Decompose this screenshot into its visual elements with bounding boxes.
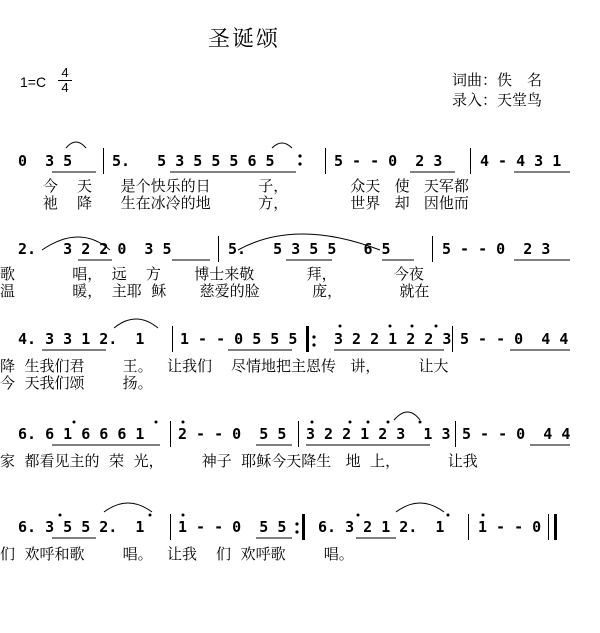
lyric-verse-2: 今 天我们颂 扬。 — [0, 374, 153, 392]
key-signature — [20, 65, 69, 95]
notes-row — [0, 330, 600, 352]
measure: 5 - - 0 4 4 — [460, 330, 569, 348]
barline — [452, 326, 453, 352]
score-line-4 — [0, 425, 600, 475]
notes-row — [0, 518, 600, 540]
song-title: 圣诞颂 — [208, 27, 281, 52]
lyric-verse-1: 歌 唱， 远 方 博士来敬 拜， 今夜 — [0, 265, 424, 283]
score-line-1 — [0, 152, 600, 212]
score-line-3 — [0, 330, 600, 390]
measure: 1 - - 0 5 5 5 — [180, 330, 298, 348]
slur — [114, 319, 158, 328]
measure: 6. 3 5 5 2. 1 — [18, 518, 145, 536]
measure: 4 - 4 3 1 — [480, 152, 562, 170]
barline — [470, 148, 471, 174]
slur — [66, 142, 86, 148]
lyric-verse-1: 们 欢呼和歌 唱。 让我 们 欢呼歌 唱。 — [0, 545, 354, 563]
score-line-5 — [0, 518, 600, 568]
measure: 2 - - 0 5 5 — [178, 425, 287, 443]
notes-row — [0, 425, 600, 447]
barline — [548, 514, 549, 540]
barline — [432, 236, 433, 262]
notes-row — [0, 152, 600, 174]
final-barline — [554, 514, 557, 540]
repeat-barline — [302, 514, 305, 540]
measure: 3 2 2 1 2 2 3 — [334, 330, 452, 348]
barline — [218, 236, 219, 262]
measure: 5 - - 0 2 3 — [442, 240, 551, 258]
measure: 5. 5 3 5 5 5 6 5 — [112, 152, 275, 170]
slur — [104, 503, 152, 512]
time-top: 4 — [58, 66, 72, 81]
barline — [103, 148, 104, 174]
score-line-2 — [0, 240, 600, 300]
barline — [172, 326, 173, 352]
credits — [452, 70, 542, 110]
barline — [170, 421, 171, 447]
barline — [468, 514, 469, 540]
measure: 0 3 5 — [18, 152, 73, 170]
slur — [396, 503, 444, 512]
measure: 5 - - 0 2 3 — [334, 152, 443, 170]
measure: 6. 3 2 1 2. 1 — [318, 518, 445, 536]
key-label: 1=C — [20, 74, 47, 90]
measure: 2. 3 2 2 0 3 5 — [18, 240, 172, 258]
repeat-barline — [306, 326, 309, 352]
credit-lyrics-music: 词曲：佚 名 — [452, 71, 543, 89]
credit-entered-by: 录入：天堂鸟 — [452, 91, 543, 109]
measure: 5 - - 0 4 4 — [462, 425, 571, 443]
barline — [325, 148, 326, 174]
measure: 3 2 2 1 2 3 1 3 — [306, 425, 451, 443]
slur — [394, 412, 420, 420]
time-signature — [58, 66, 72, 95]
barline — [455, 421, 456, 447]
measure: 1 - - 0 5 5 — [178, 518, 287, 536]
barline — [170, 514, 171, 540]
notes-row — [0, 240, 600, 262]
lyric-verse-1: 今 天 是个快乐的日 子， 众天 使 天军都 — [0, 177, 469, 195]
measure: 1 - - 0 — [478, 518, 542, 536]
barline — [298, 421, 299, 447]
lyric-verse-1: 降 生我们君 王。 让我们 尽情地把主恩传 讲， 让大 — [0, 357, 449, 375]
lyric-verse-1: 家 都看见主的 荣 光， 神子 耶稣今天降生 地 上， 让我 — [0, 452, 478, 470]
lyric-verse-2: 温 暖， 主耶 稣 慈爱的脸 庞， 就在 — [0, 282, 430, 300]
lyric-verse-2: 祂 降 生在冰冷的地 方， 世界 却 因他而 — [0, 194, 469, 212]
measure: 6. 6 1 6 6 6 1 — [18, 425, 145, 443]
time-bottom: 4 — [61, 80, 69, 95]
slur — [272, 143, 292, 148]
measure: 4. 3 3 1 2. 1 — [18, 330, 145, 348]
measure: 5. 5 3 5 5 6 5 — [228, 240, 391, 258]
